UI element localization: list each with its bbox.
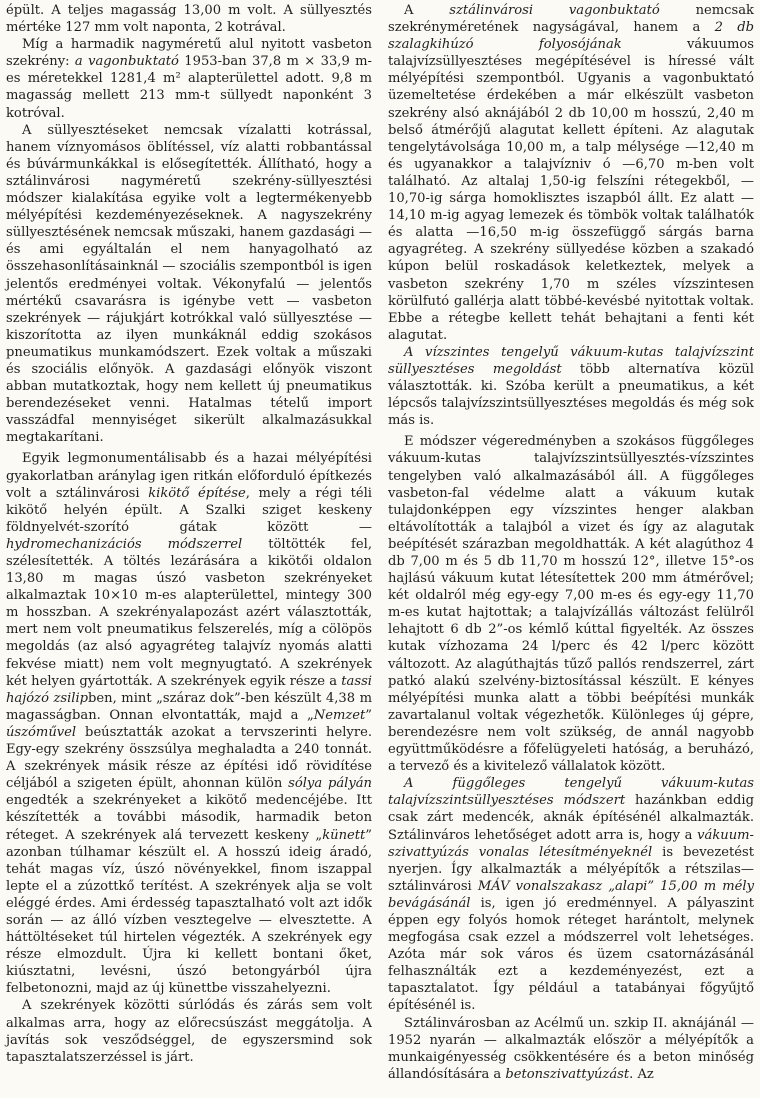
paragraph: [388, 433, 754, 775]
text-run: A: [404, 3, 450, 18]
text-run: . Az: [629, 1066, 654, 1082]
emphasized-text: A függőleges tengelyű vákuum-kutas talajvízszintsüllyesztéses módszert: [388, 776, 754, 809]
emphasized-text: kikötő építése: [148, 485, 246, 501]
emphasized-text: betonszivattyúzást: [505, 1066, 630, 1082]
text-run: épült. A teljes magasság 13,00 m volt. A süllyesztés mértéke 127 mm volt naponta, 2 kotrával.: [6, 3, 372, 36]
text-run: Sztálinvárosban az Acélmű un. szkip II. aknájánál — 1952 nyarán — alkalmazták először a mélyépítők a munkaigényesség csökkentésére és a beton minőség állandósítására a: [388, 1015, 754, 1082]
paragraph: [388, 2, 754, 344]
emphasized-text: a vagonbuktató: [74, 54, 179, 70]
text-run: hazánkban eddig csak zárt medencék, aknák építésénél alkalmazták. Sztálinváros lehetőséget adott arra is, hogy a: [388, 793, 755, 843]
text-run: nemcsak szekrényméretének nagyságával, hanem a: [388, 3, 754, 36]
paragraph: [388, 344, 754, 429]
emphasized-text: vákuum-szivattyúzás vonalas létesítményeknél: [388, 827, 754, 860]
text-run: engedték a szekrényeket a kikötő medencéjébe. Itt készítették a további második, harmadik beton réteget. A szekrények alá tervezett keskeny „: [6, 793, 372, 843]
text-run: is, igen jó eredménnyel. A pályaszint éppen egy folyós homok réteget harántolt, melynek megfogása csak ezzel a módszerrel volt lehetséges. Azóta már sok város és üzem csatornázásánál felhasználták ezt a kezdeményezést, ezt a tapasztalatot. Így például a tatabányai főgyűjtő építésénél is.: [388, 895, 754, 1014]
paragraph: [6, 2, 372, 36]
emphasized-text: sólya pályán: [288, 776, 372, 792]
text-run: ben, mint „száraz dok”-ben készült 4,38 m magasságban. Onnan elvontatták, majd a „: [6, 690, 372, 723]
paragraph: [6, 997, 372, 1065]
emphasized-text: úszóművel: [6, 724, 77, 740]
text-run: ”: [365, 707, 372, 723]
emphasized-text: künett: [322, 827, 366, 843]
text-run: Míg a harmadik nagyméretű alul nyitott vasbeton szekrény:: [6, 37, 372, 70]
paragraph: [6, 36, 372, 121]
text-run: vákuumos talajvízsüllyesztéses megépítésével is híressé vált mélyépítési szempontból. Ugyanis a vagonbuktató üzemeltetése érdekében a már elkészült vasbeton szekrény alsó aknájából 2 db 10,00 m hosszú, 2,40 m belső átmérőjű alagutat kellett építeni. Az alagutak tengelytávolsága 10,00 m, a talp mélysége —12,40 m és ugyanakkor a talajvízniv ó —6,70 m-ben volt található. Az altalaj 1,50-ig felszíni rétegekből, —10,70-ig sárga homoklisztes iszapból állt. Ez alatt —14,10 m-ig agyag lemezek és tömbök voltak találhatók és alatta —16,50 m-ig összefüggő sárgás barna agyagréteg. A szekrény süllyedése közben a szakadó kúpon belül roskadások keletkeztek, melyek a vasbeton szekrény 1,70 m széles vízszintesen körülfutó gallérja alatt többé-kevésbé nyitottak voltak. Ebbe a rétegbe kellett tehát behajtani a fenti két alagutat.: [388, 37, 755, 343]
paragraph: [6, 122, 372, 447]
text-run: ” azonban túlhamar készült el. A hosszú ideig áradó, tehát magas víz, úszó növényekkel, finom iszappal lepte el a zúzottkő terítést. A szekrények alja se volt eléggé érdes. Ami érdesség tapasztalható volt azt idők során — az álló vízben vesztegelve — elvesztette. A háttöltéseket túl hirtelen végezték. A szekrények egy része elmozdult. Újra ki kellett bontani őket, kiúsztatni, levésni, úszó betongyárból újra felbetonozni, majd az új künettbe visszahelyezni.: [6, 827, 372, 997]
emphasized-text: sztálinvárosi vagonbuktató: [449, 3, 660, 18]
left-column: [6, 2, 372, 1098]
paragraph: [388, 1015, 754, 1083]
text-run: 1953-ban 37,8 m × 33,9 m-es méretekkel 1281,4 m² alapterülettel adott. 9,8 m magasság mellett 213 mm-t süllyedt naponként 3 kotróval.: [6, 54, 372, 121]
text-run: is bevezetést nyerjen. Így alkalmazták a mélyépítők a rétszilas—sztálinvárosi: [388, 844, 754, 894]
text-run: Egyik legmonumentálisabb és a hazai mélyépítési gyakorlatban aránylag igen ritkán előforduló építkezés volt a sztálinvárosi: [6, 451, 372, 501]
emphasized-text: hydromechanizációs módszerrel: [6, 536, 243, 552]
text-run: A süllyesztéseket nemcsak vízalatti kotrással, hanem víznyomásos öblítéssel, víz alatti robbantással és búvármunkákkal is elősegítették. Állítható, hogy a sztálinvárosi nagyméretű szekrény-süllyesztési módszer kialakítása egyike volt a legtermékenyebb mélyépítési kezdeményezéseknek. A nagyszekrény süllyesztésének nemcsak műszaki, hanem gazdasági — és ami egyáltalán el nem hanyagolható az összehasonlításainknál — szociális szempontból is igen jelentős eredményei voltak. Vékonyfalú — jelentős mértékű csavarásra is igénybe vett — vasbeton szekrények — rájukjárt kotrókkal való süllyesztése — kiszorította az ilyen munkáknál eddig szokásos pneumatikus munkamódszert. Ezek voltak a műszaki és szociális előnyök. A gazdasági előnyök viszont abban mutatkoztak, hogy nem kellett új pneumatikus berendezéseket venni. Hatalmas tételű import vasszádfal mennyiséget sikerült alkalmazásukkal megtakarítani.: [6, 122, 372, 446]
text-run: töltötték fel, szélesítették. A töltés lezárására a kikötői oldalon 13,80 m magas úszó vasbeton szekrényeket alkalmaztak 10×10 m-es alapterülettel, mintegy 300 m hosszban. A szekrényalapozást azért választották, mert nem volt pneumatikus felszerelés, míg a cölöpös megoldás (az alsó agyagréteg talajvíz nyomás alatti fekvése miatt) nem volt megnyugtató. A szekrények két helyen gyártották. A szekrények egyik része a: [6, 536, 372, 689]
paragraph: [388, 775, 754, 1014]
right-column: [388, 2, 754, 1098]
emphasized-text: MÁV vonalszakasz „alapi” 15,00 m mély bevágásánál: [388, 878, 754, 911]
emphasized-text: Nemzet: [313, 707, 366, 723]
emphasized-text: 2 db szalagkihúzó folyosójának: [388, 20, 754, 53]
text-run: , mely a régi téli kikötő helyén épült. A Szalki sziget keskeny földnyelvét-szorító gátak között —: [6, 485, 372, 535]
text-run: több alternatíva közül választották. ki. Szóba került a pneumatikus, a két lépcsős talajvízszintsüllyesztéses megoldás és még sok más is.: [388, 361, 754, 429]
emphasized-text: A vízszintes tengelyű vákuum-kutas talajvízszint süllyesztéses megoldást: [388, 344, 754, 377]
emphasized-text: tassi hajózó zsilip: [6, 673, 372, 706]
text-run: A szekrények közötti súrlódás és zárás sem volt alkalmas arra, hogy az előrecsúszást meggátolja. A javítás sok vesződséggel, de egyszersmind sok tapasztalatszerzéssel is járt.: [6, 998, 372, 1065]
text-run: E módszer végeredményben a szokásos függőleges vákuum-kutas talajvízszintsüllyesztés-vízszintes tengelyben való alkalmazásából áll. A függőleges vasbeton-fal védelme alatt a vákuum kutak tulajdonképpen egy vízszintes henger alakban eltávolították a talajból a vizet és így az alagutak beépítését szárazban megoldhatták. A két alagúthoz 4 db 7,00 m és 5 db 11,70 m hosszú 12°, illetve 15°-os hajlású vákuum kutat létesítettek 200 mm átmérővel; két oldalról még egy-egy 7,00 m-es és egy-egy 11,70 m-es kutat hajtottak; a talajvízállás változást felülről lehajtott 6 db 2”-os kémlő kúttal figyelték. Az összes kutak vízhozama 24 l/perc és 42 l/perc között változott. Az alagúthajtás tűző pallós rendszerrel, zárt patkó alakú szelvény-biztosítással készült. E kényes mélyépítési munka alatt a többi beépítési munkák zavartalanul voltak végezhetők. Különleges új gépre, berendezésre nem volt szükség, de annál nagyobb együttműködésre a főfelügyeleti hatóság, a beruházó, a tervező és a kivitelező vállalatok között.: [388, 434, 754, 775]
text-run: beúsztatták azokat a tervszerinti helyre. Egy-egy szekrény összsúlya meghaladta a 240 tonnát. A szekrények másik része az építési idő rövidítése céljából a szigeten épült, ahonnan külön: [6, 724, 372, 792]
paragraph: [6, 450, 372, 997]
